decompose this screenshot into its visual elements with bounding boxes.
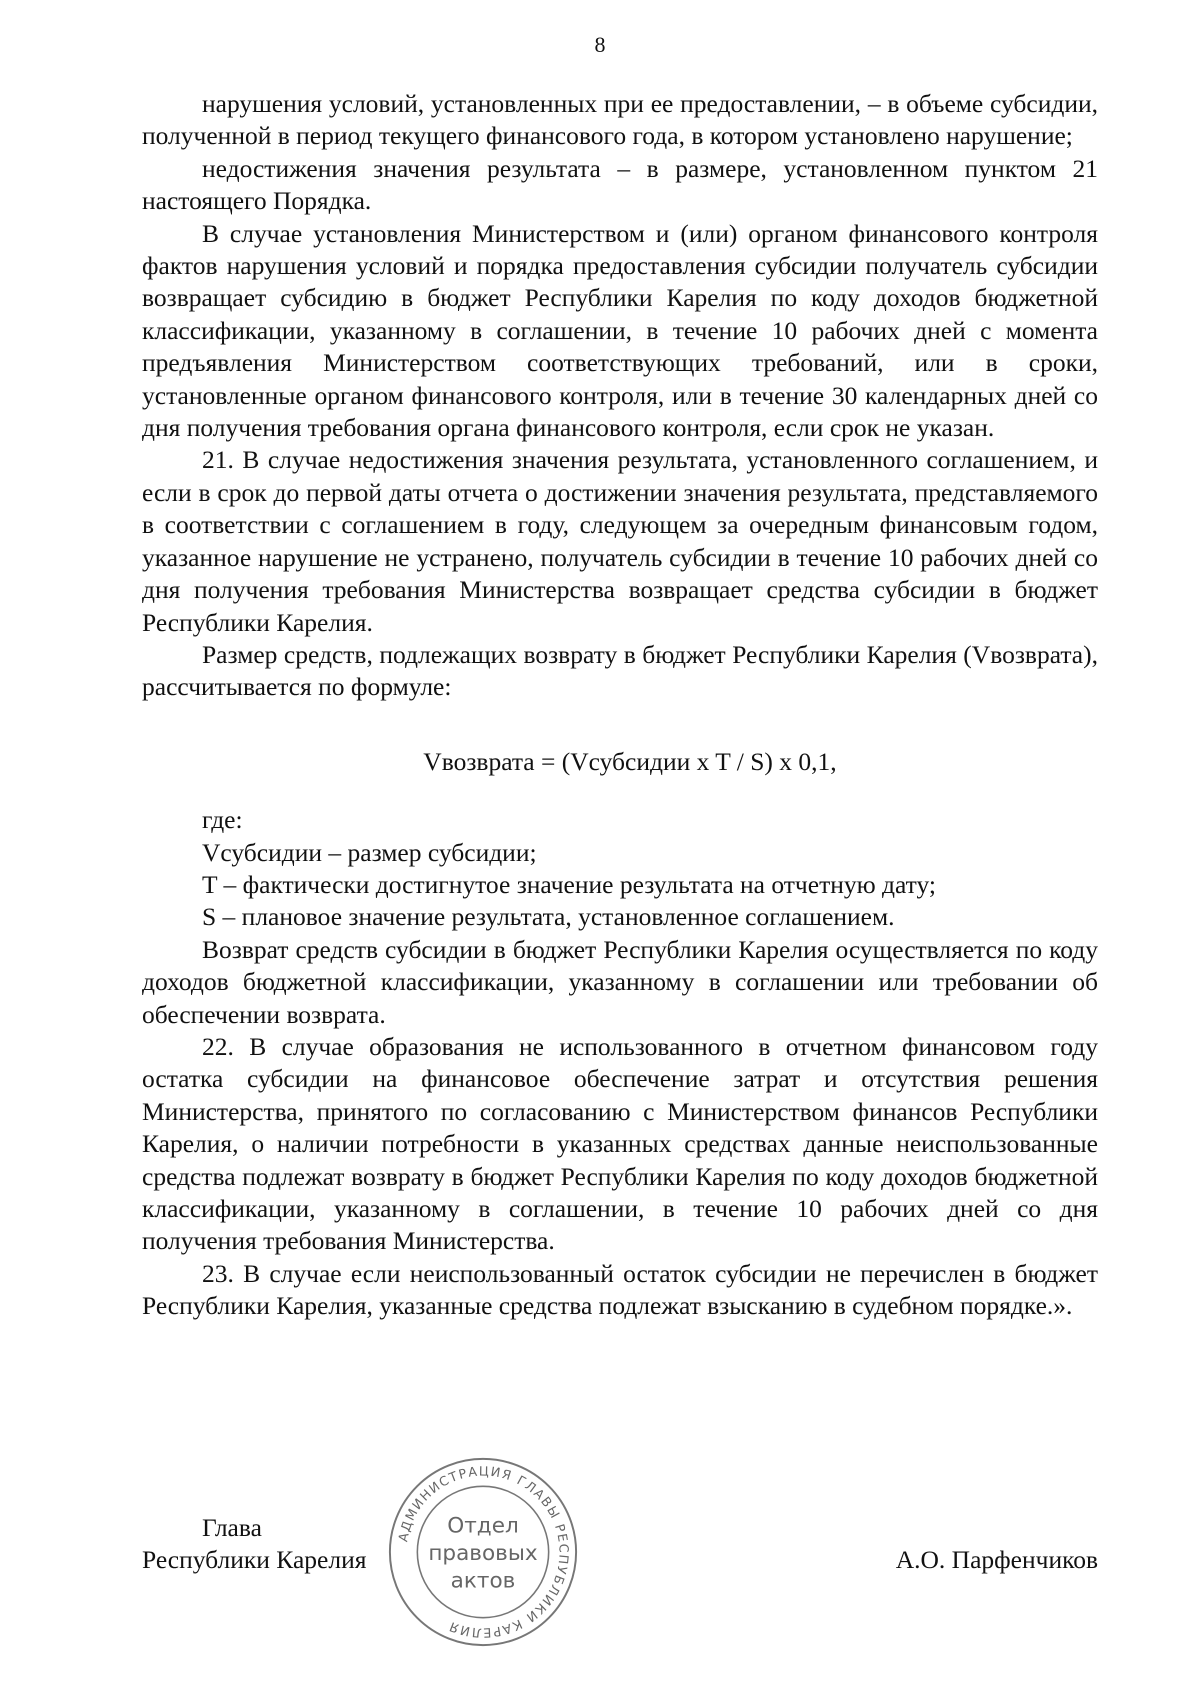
document-body: [142, 88, 1098, 1323]
paragraph-23: 23. В случае если неиспользованный остаток субсидии не перечислен в бюджет Республики Карелия, указанные средства подлежат взысканию в судебном порядке.».: [142, 1258, 1098, 1321]
paragraph: нарушения условий, установленных при ее предоставлении, – в объеме субсидии, полученной в период текущего финансового года, в котором установлено нарушение;: [142, 89, 1098, 151]
definition-intro: где:: [202, 805, 243, 835]
stamp-center-line2: правовых: [428, 1540, 538, 1566]
page-number: 8: [594, 32, 606, 57]
paragraph-21: 21. В случае недостижения значения результата, установленного соглашением, и если в срок до первой даты отчета о достижении значения результата, представляемого в соответствии с соглашением в году, следующем за очередным финансовым годом, указанное нарушение не устранено, получатель субсидии в течение 10 рабочих дней со дня получения требования Министерства возвращает средства субсидии в бюджет Республики Карелия.: [142, 445, 1098, 637]
paragraph: недостижения значения результата – в размере, установленном пунктом 21 настоящего Порядка.: [142, 153, 1098, 216]
stamp-ring-text: АДМИНИСТРАЦИЯ ГЛАВЫ РЕСПУБЛИКИ КАРЕЛИЯ: [396, 1464, 571, 1640]
signatory-title-line2: Республики Карелия: [142, 1545, 367, 1575]
signatory-name: А.О. Парфенчиков: [895, 1545, 1098, 1574]
formula: Vвозврата = (Vсубсидии x T / S) x 0,1,: [423, 746, 837, 776]
paragraph: В случае установления Министерством и (или) органом финансового контроля фактов нарушения условий и порядка предоставления субсидии получатель субсидии возвращает субсидию в бюджет Республики Карелия по коду доходов бюджетной классификации, указанному в соглашении, в течение 10 рабочих дней с момента предъявления Министерством соответствующих требований, или в сроки, установленные органом финансового контроля, или в течение 30 календарных дней со дня получения требования органа финансового контроля, если срок не указан.: [142, 218, 1098, 443]
paragraph: Возврат средств субсидии в бюджет Республики Карелия осуществляется по коду доходов бюджетной классификации, указанному в соглашении или требовании об обеспечении возврата.: [142, 934, 1098, 1029]
definition-t: T – фактически достигнутое значение результата на отчетную дату;: [202, 869, 936, 899]
paragraph-22: 22. В случае образования не использованного в отчетном финансовом году остатка субсидии на финансовое обеспечение затрат и отсутствия решения Министерства, принятого по согласованию с Министерством финансов Республики Карелия, о наличии потребности в указанных средствах данные неиспользованные средства подлежат возврату в бюджет Республики Карелия по коду доходов бюджетной классификации, указанному в соглашении, в течение 10 рабочих дней со дня получения требования Министерства.: [142, 1031, 1098, 1256]
paragraph: Размер средств, подлежащих возврату в бюджет Республики Карелия (Vвозврата), рассчитывается по формуле:: [142, 639, 1098, 702]
definition-v-subsidy: Vсубсидии – размер субсидии;: [202, 837, 537, 867]
definition-s: S – плановое значение результата, установленное соглашением.: [202, 902, 895, 932]
official-stamp: [385, 1454, 581, 1650]
signatory-title-line1: Глава: [202, 1513, 262, 1542]
stamp-center-line1: Отдел: [447, 1513, 519, 1539]
stamp-center-line3: актов: [450, 1568, 516, 1594]
